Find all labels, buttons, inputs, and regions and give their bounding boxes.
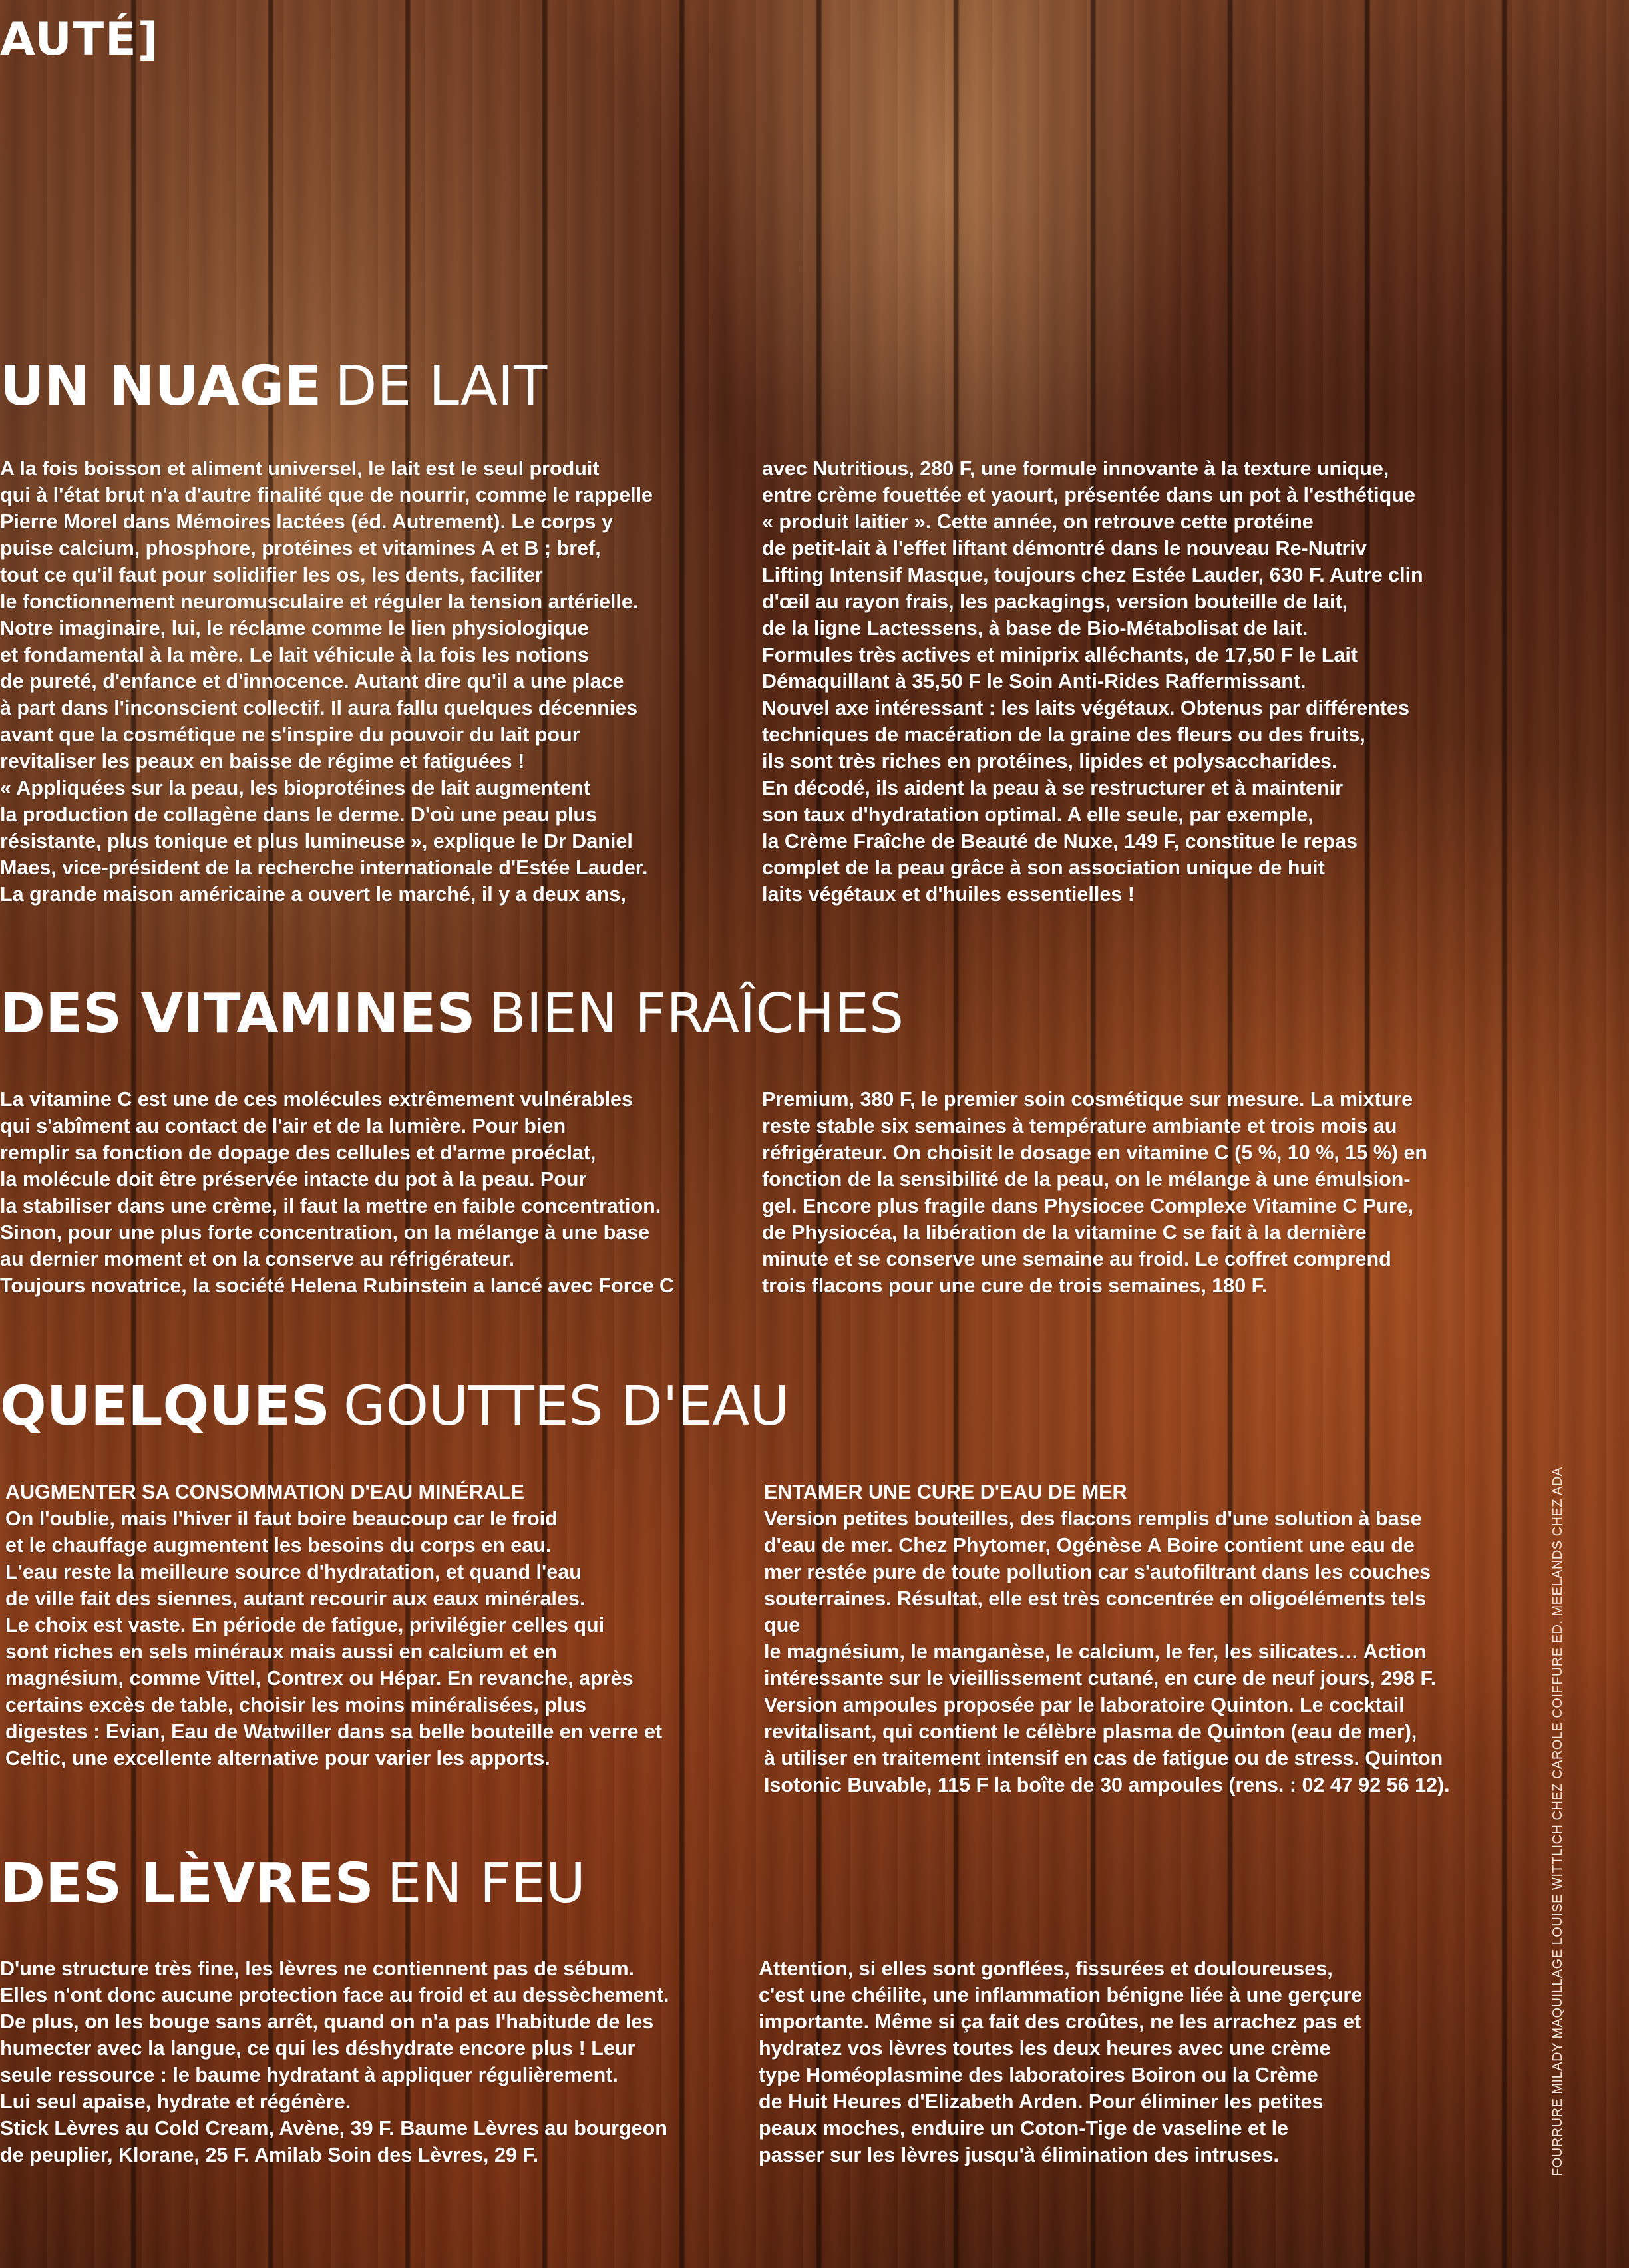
subhead-eau-minerale: AUGMENTER SA CONSOMMATION D'EAU MINÉRALE — [5, 1481, 524, 1503]
section-title-light: GOUTTES D'EAU — [343, 1375, 790, 1438]
article-text-right: Version petites bouteilles, des flacons remplis d'une solution à base d'eau de mer. Chez Phytomer, Ogénèse A Boire contient une eau de mer restée pure de toute pollution car s'autofiltrant dans les couches souterraines. Résultat, elle est très concentrée en oligoéléments tels que le magnésium, le manganèse, le calcium, le fer, les silicates… Action intéressante sur le vieillissement cutané, en cure de neuf jours, 298 F. Version ampoules proposée par le laboratoire Quinton. Le cocktail revitalisant, qui contient le célèbre plasma de Quinton (eau de mer), à utiliser en traitement intensif en cas de fatigue ou de stress. Quinton Isotonic Buvable, 115 F la boîte de 30 ampoules (rens. : 02 47 92 56 12). — [764, 1507, 1450, 1796]
section-title-light: BIEN FRAÎCHES — [488, 982, 904, 1045]
section-title-bold: DES VITAMINES — [0, 982, 476, 1045]
article-text-left: La vitamine C est une de ces molécules extrêmement vulnérables qui s'abîment au contact de l'air et de la lumière. Pour bien remplir sa fonction de dopage des cellules et d'arme proéclat, la molécule doit être préservée intacte du pot à la peau. Pour la stabiliser dans une crème, il faut la mettre en faible concentration. Sinon, pour une plus forte concentration, on la mélange à une base au dernier moment et on la conserve au réfrigérateur. Toujours novatrice, la société Helena Rubinstein a lancé avec Force C — [0, 1088, 675, 1297]
section-title-levres — [0, 1852, 586, 1915]
article-text-left: D'une structure très fine, les lèvres ne contiennent pas de sébum. Elles n'ont donc aucune protection face au froid et au dessèchement. De plus, on les bouge sans arrêt, quand on n'a pas l'habitude de les humecter avec la langue, ce qui les déshydrate encore plus ! Leur seule ressource : le baume hydratant à appliquer régulièrement. Lui seul apaise, hydrate et régénère. Stick Lèvres au Cold Cream, Avène, 39 F. Baume Lèvres au bourgeon de peuplier, Klorane, 25 F. Amilab Soin des Lèvres, 29 F. — [0, 1957, 669, 2166]
section-title-bold: UN NUAGE — [0, 355, 322, 418]
subhead-eau-de-mer: ENTAMER UNE CURE D'EAU DE MER — [764, 1481, 1127, 1503]
section-title-lait — [0, 355, 548, 418]
section-title-bold: DES LÈVRES — [0, 1852, 374, 1915]
section-tag: AUTÉ] — [0, 13, 160, 66]
article-text-right: Premium, 380 F, le premier soin cosmétique sur mesure. La mixture reste stable six semaines à température ambiante et trois mois au réfrigérateur. On choisit le dosage en vitamine C (5 %, 10 %, 15 %) en fonction de la sensibilité de la peau, on le mélange à une émulsion- gel. Encore plus fragile dans Physiocee Complexe Vitamine C Pure, de Physiocéa, la libération de la vitamine C se fait à la dernière minute et se conserve une semaine au froid. Le coffret comprend trois flacons pour une cure de trois semaines, 180 F. — [762, 1088, 1428, 1297]
article-text-right: Attention, si elles sont gonflées, fissurées et douloureuses, c'est une chéilite, une inflammation bénigne liée à une gerçure importante. Même si ça fait des croûtes, ne les arrachez pas et hydratez vos lèvres toutes les deux heures avec une crème type Homéoplasmine des laboratoires Boiron ou la Crème de Huit Heures d'Elizabeth Arden. Pour éliminer les petites peaux moches, enduire un Coton-Tige de vaseline et le passer sur les lèvres jusqu'à élimination des intruses. — [759, 1957, 1363, 2166]
section-title-light: EN FEU — [387, 1852, 586, 1915]
section-title-eau — [0, 1375, 790, 1438]
article-text-right: avec Nutritious, 280 F, une formule innovante à la texture unique, entre crème fouettée et yaourt, présentée dans un pot à l'esthétique « produit laitier ». Cette année, on retrouve cette protéine de petit-lait à l'effet liftant démontré dans le nouveau Re-Nutriv Lifting Intensif Masque, toujours chez Estée Lauder, 630 F. Autre clin d'œil au rayon frais, les packagings, version bouteille de lait, de la ligne Lactessens, à base de Bio-Métabolisat de lait. Formules très actives et miniprix alléchants, de 17,50 F le Lait Démaquillant à 35,50 F le Soin Anti-Rides Raffermissant. Nouvel axe intéressant : les laits végétaux. Obtenus par différentes techniques de macération de la graine des fleurs ou des fruits, ils sont très riches en protéines, lipides et polysaccharides. En décodé, ils aident la peau à se restructurer et à maintenir son taux d'hydratation optimal. A elle seule, par exemple, la Crème Fraîche de Beauté de Nuxe, 149 F, constitue le repas complet de la peau grâce à son association unique de huit laits végétaux et d'huiles essentielles ! — [762, 457, 1423, 906]
article-text-left: A la fois boisson et aliment universel, le lait est le seul produit qui à l'état brut n'a d'autre finalité que de nourrir, comme le rappelle Pierre Morel dans Mémoires lactées (éd. Autrement). Le corps y puise calcium, phosphore, protéines et vitamines A et B ; bref, tout ce qu'il faut pour solidifier les os, les dents, faciliter le fonctionnement neuromusculaire et réguler la tension artérielle. Notre imaginaire, lui, le réclame comme le lien physiologique et fondamental à la mère. Le lait véhicule à la fois les notions de pureté, d'enfance et d'innocence. Autant dire qu'il a une place à part dans l'inconscient collectif. Il aura fallu quelques décennies avant que la cosmétique ne s'inspire du pouvoir du lait pour revitaliser les peaux en baisse de régime et fatiguées ! « Appliquées sur la peau, les bioprotéines de lait augmentent la production de collagène dans le derme. D'où une peau plus résistante, plus tonique et plus lumineuse », explique le Dr Daniel Maes, vice-président de la recherche internationale d'Estée Lauder. La grande maison américaine a ouvert le marché, il y a deux ans, — [0, 457, 653, 906]
section-title-bold: QUELQUES — [0, 1375, 330, 1438]
article-text-left: On l'oublie, mais l'hiver il faut boire beaucoup car le froid et le chauffage augmentent les besoins du corps en eau. L'eau reste la meilleure source d'hydratation, et quand l'eau de ville fait des siennes, autant recourir aux eaux minérales. Le choix est vaste. En période de fatigue, privilégier celles qui sont riches en sels minéraux mais aussi en calcium et en magnésium, comme Vittel, Contrex ou Hépar. En revanche, après certains excès de table, choisir les moins minéralisées, plus digestes : Evian, Eau de Watwiller dans sa belle bouteille en verre et Celtic, une excellente alternative pour varier les apports. — [5, 1507, 663, 1770]
section-title-vitamines — [0, 982, 904, 1045]
section-title-light: DE LAIT — [335, 355, 548, 418]
photo-credits: FOURRURE MILADY MAQUILLAGE LOUISE WITTLICH CHEZ CAROLE COIFFURE ED. MEELANDS CHEZ ADA — [1550, 1467, 1565, 2176]
